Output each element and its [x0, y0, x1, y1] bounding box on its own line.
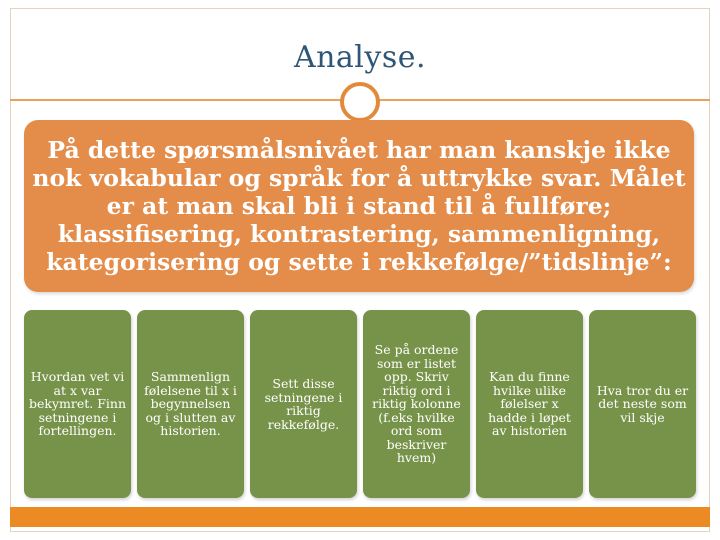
divider-right [378, 99, 710, 101]
question-card-4 [363, 310, 470, 498]
divider-left [10, 99, 342, 101]
footer-bar [10, 507, 710, 527]
question-card-text: Se på ordene som er listet opp. Skriv riktig ord i riktig kolonne (f.eks hvilke ord som beskriver hvem) [372, 342, 461, 466]
question-card-text: Hvordan vet vi at x var bekymret. Finn setningene i fortellingen. [29, 369, 127, 439]
question-card-text: Hva tror du er det neste som vil skje [596, 382, 689, 425]
question-card-2 [137, 310, 244, 498]
question-card-3 [250, 310, 357, 498]
intro-banner [24, 120, 694, 292]
banner-text: På dette spørsmålsnivået har man kanskje ikke nok vokabular og språk for å uttrykke svar. Målet er at man skal bli i stand til å fullføre; klassifisering, kontrastering, sammenligning, kategorisering og sette i rekkefølge/”tidslinje”: [32, 136, 686, 276]
question-card-text: Kan du finne hvilke ulike følelser x hadde i løpet av historien [488, 369, 571, 439]
question-card-6 [589, 310, 696, 498]
slide-title: Analyse. [293, 40, 427, 75]
question-card-text: Sett disse setningene i riktig rekkefølge. [264, 376, 343, 432]
circle-ornament [340, 82, 380, 122]
question-cards [24, 310, 696, 498]
question-card-5 [476, 310, 583, 498]
question-card-1 [24, 310, 131, 498]
question-card-text: Sammenlign følelsene til x i begynnelsen og i slutten av historien. [144, 369, 237, 439]
